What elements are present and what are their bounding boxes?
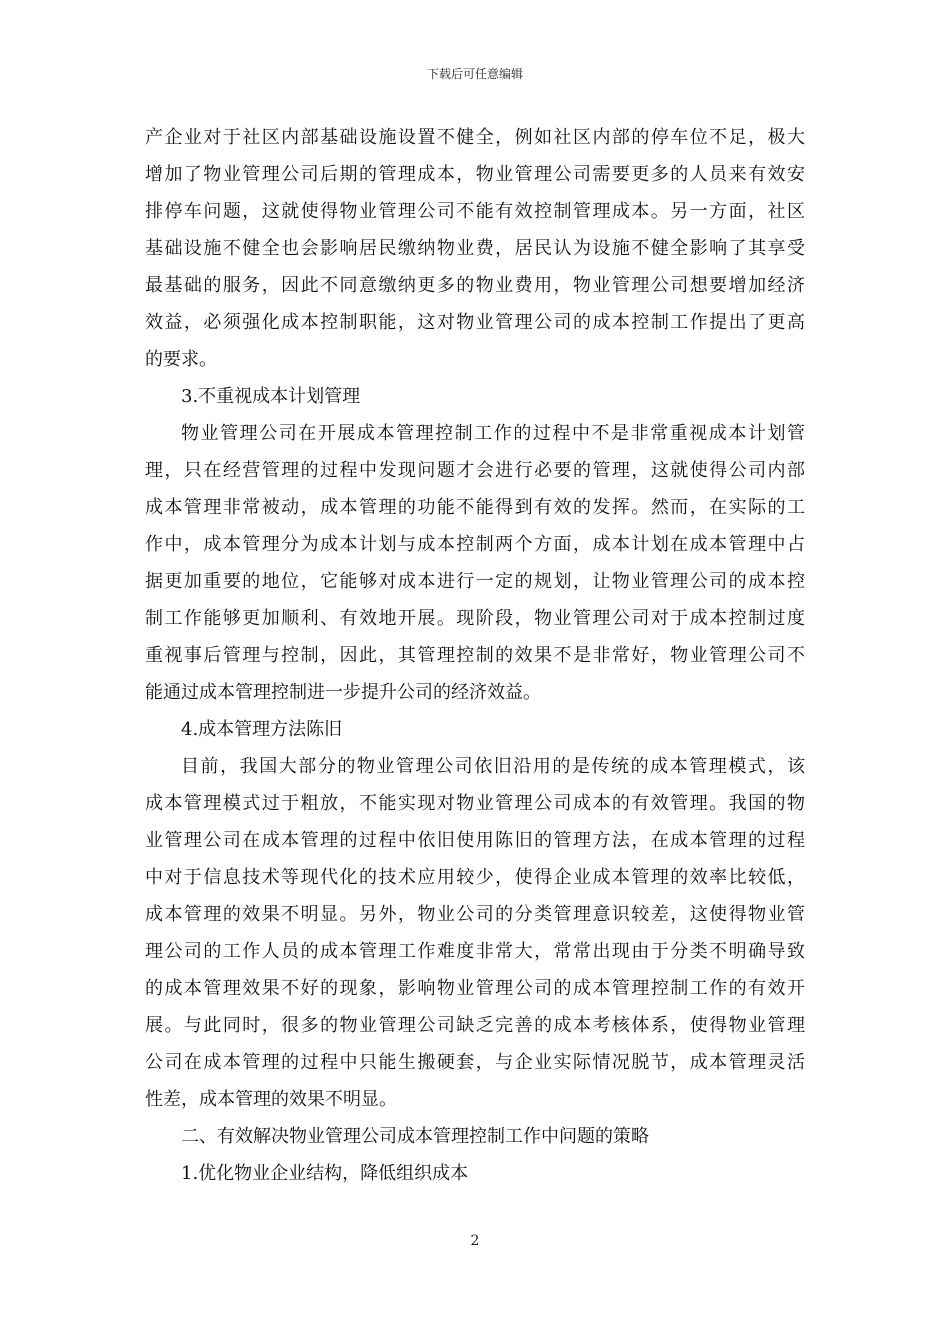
paragraph-line: 性差，成本管理的效果不明显。 <box>145 1089 397 1110</box>
document-body <box>145 119 805 1192</box>
subheading-s2-1: 1.优化物业企业结构，降低组织成本 <box>181 1163 469 1184</box>
paragraph-line: 物业管理公司在开展成本管理控制工作的过程中不是非常重视成本计划管 <box>181 423 805 444</box>
subheading-4: 4.成本管理方法陈旧 <box>181 719 343 740</box>
paragraph-line: 重视事后管理与控制，因此，其管理控制的效果不是非常好，物业管理公司不 <box>145 645 805 666</box>
paragraph-line: 增加了物业管理公司后期的管理成本，物业管理公司需要更多的人员来有效安 <box>145 164 805 185</box>
paragraph-line: 的成本管理效果不好的现象，影响物业管理公司的成本管理控制工作的有效开 <box>145 978 805 999</box>
paragraph-line: 中对于信息技术等现代化的技术应用较少，使得企业成本管理的效率比较低， <box>145 867 805 888</box>
paragraph-line: 据更加重要的地位，它能够对成本进行一定的规划，让物业管理公司的成本控 <box>145 571 805 592</box>
paragraph-line: 能通过成本管理控制进一步提升公司的经济效益。 <box>145 682 541 703</box>
section-heading: 二、有效解决物业管理公司成本管理控制工作中问题的策略 <box>181 1126 649 1147</box>
paragraph-line: 目前，我国大部分的物业管理公司依旧沿用的是传统的成本管理模式，该 <box>181 756 805 777</box>
paragraph-line: 制工作能够更加顺利、有效地开展。现阶段，物业管理公司对于成本控制过度 <box>145 608 805 629</box>
page-header: 下载后可任意编辑 <box>426 67 523 81</box>
paragraph-line: 最基础的服务，因此不同意缴纳更多的物业费用，物业管理公司想要增加经济 <box>145 275 805 296</box>
paragraph-line: 的要求。 <box>145 349 217 370</box>
paragraph-line: 产企业对于社区内部基础设施设置不健全，例如社区内部的停车位不足，极大 <box>145 127 805 148</box>
paragraph-line: 业管理公司在成本管理的过程中依旧使用陈旧的管理方法，在成本管理的过程 <box>145 830 805 851</box>
paragraph-line: 基础设施不健全也会影响居民缴纳物业费，居民认为设施不健全影响了其享受 <box>145 238 805 259</box>
page-number: 2 <box>470 1233 480 1249</box>
paragraph-line: 公司在成本管理的过程中只能生搬硬套，与企业实际情况脱节，成本管理灵活 <box>145 1052 805 1073</box>
subheading-3: 3.不重视成本计划管理 <box>181 386 361 407</box>
paragraph-line: 理，只在经营管理的过程中发现问题才会进行必要的管理，这就使得公司内部 <box>145 460 805 481</box>
paragraph-line: 成本管理模式过于粗放，不能实现对物业管理公司成本的有效管理。我国的物 <box>145 793 805 814</box>
paragraph-line: 效益，必须强化成本控制职能，这对物业管理公司的成本控制工作提出了更高 <box>145 312 805 333</box>
paragraph-line: 理公司的工作人员的成本管理工作难度非常大，常常出现由于分类不明确导致 <box>145 941 805 962</box>
paragraph-line: 展。与此同时，很多的物业管理公司缺乏完善的成本考核体系，使得物业管理 <box>145 1015 805 1036</box>
paragraph-line: 作中，成本管理分为成本计划与成本控制两个方面，成本计划在成本管理中占 <box>145 534 805 555</box>
paragraph-line: 成本管理的效果不明显。另外，物业公司的分类管理意识较差，这使得物业管 <box>145 904 805 925</box>
paragraph-line: 成本管理非常被动，成本管理的功能不能得到有效的发挥。然而，在实际的工 <box>145 497 805 518</box>
paragraph-line: 排停车问题，这就使得物业管理公司不能有效控制管理成本。另一方面，社区 <box>145 201 805 222</box>
